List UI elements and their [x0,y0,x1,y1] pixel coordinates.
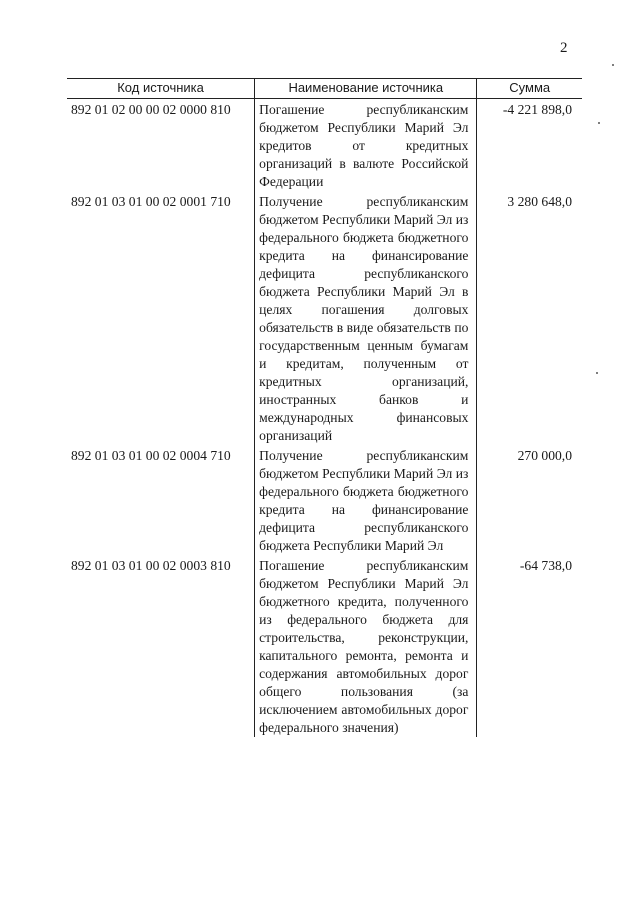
scan-speck [598,122,600,124]
scan-speck [612,64,614,66]
table-row [67,445,582,555]
row-code: 892 01 03 01 00 02 0004 710 [71,448,231,463]
row-name: Погашение республиканским бюджетом Республики Марий Эл бюджетного кредита, полученного из федерального бюджета для строительства, реконструкции, капитального ремонта, ремонта и содержания автомобильных дорог общего пользования (за исключением автомобильных дорог федерального значения) [255,555,477,737]
sources-table [67,78,582,737]
row-sum: 270 000,0 [477,445,582,555]
scan-speck [596,372,598,374]
header-sum: Сумма [477,79,582,99]
row-code: 892 01 02 00 00 02 0000 810 [71,102,231,117]
table-row [67,191,582,445]
row-sum: 3 280 648,0 [477,191,582,445]
header-code: Код источника [67,79,255,99]
row-name: Получение республиканским бюджетом Республики Марий Эл из федерального бюджета бюджетного кредита на финансирование дефицита республиканского бюджета Республики Марий Эл в целях погашения долговых обязательств в виде обязательств по государственным ценным бумагам и кредитам, полученным от кредитных организаций, иностранных банков и международных финансовых организаций [255,191,477,445]
header-name: Наименование источника [255,79,477,99]
row-sum: -64 738,0 [477,555,582,737]
row-code: 892 01 03 01 00 02 0001 710 [71,194,231,209]
row-name: Получение республиканским бюджетом Республики Марий Эл из федерального бюджета бюджетного кредита на финансирование дефицита республиканского бюджета Республики Марий Эл [255,445,477,555]
table-header-row [67,79,582,99]
page-number: 2 [560,40,568,56]
table-row [67,99,582,192]
table-row [67,555,582,737]
row-name: Погашение республиканским бюджетом Республики Марий Эл кредитов от кредитных организаций в валюте Российской Федерации [255,99,477,192]
row-code: 892 01 03 01 00 02 0003 810 [71,558,231,573]
row-sum: -4 221 898,0 [477,99,582,192]
